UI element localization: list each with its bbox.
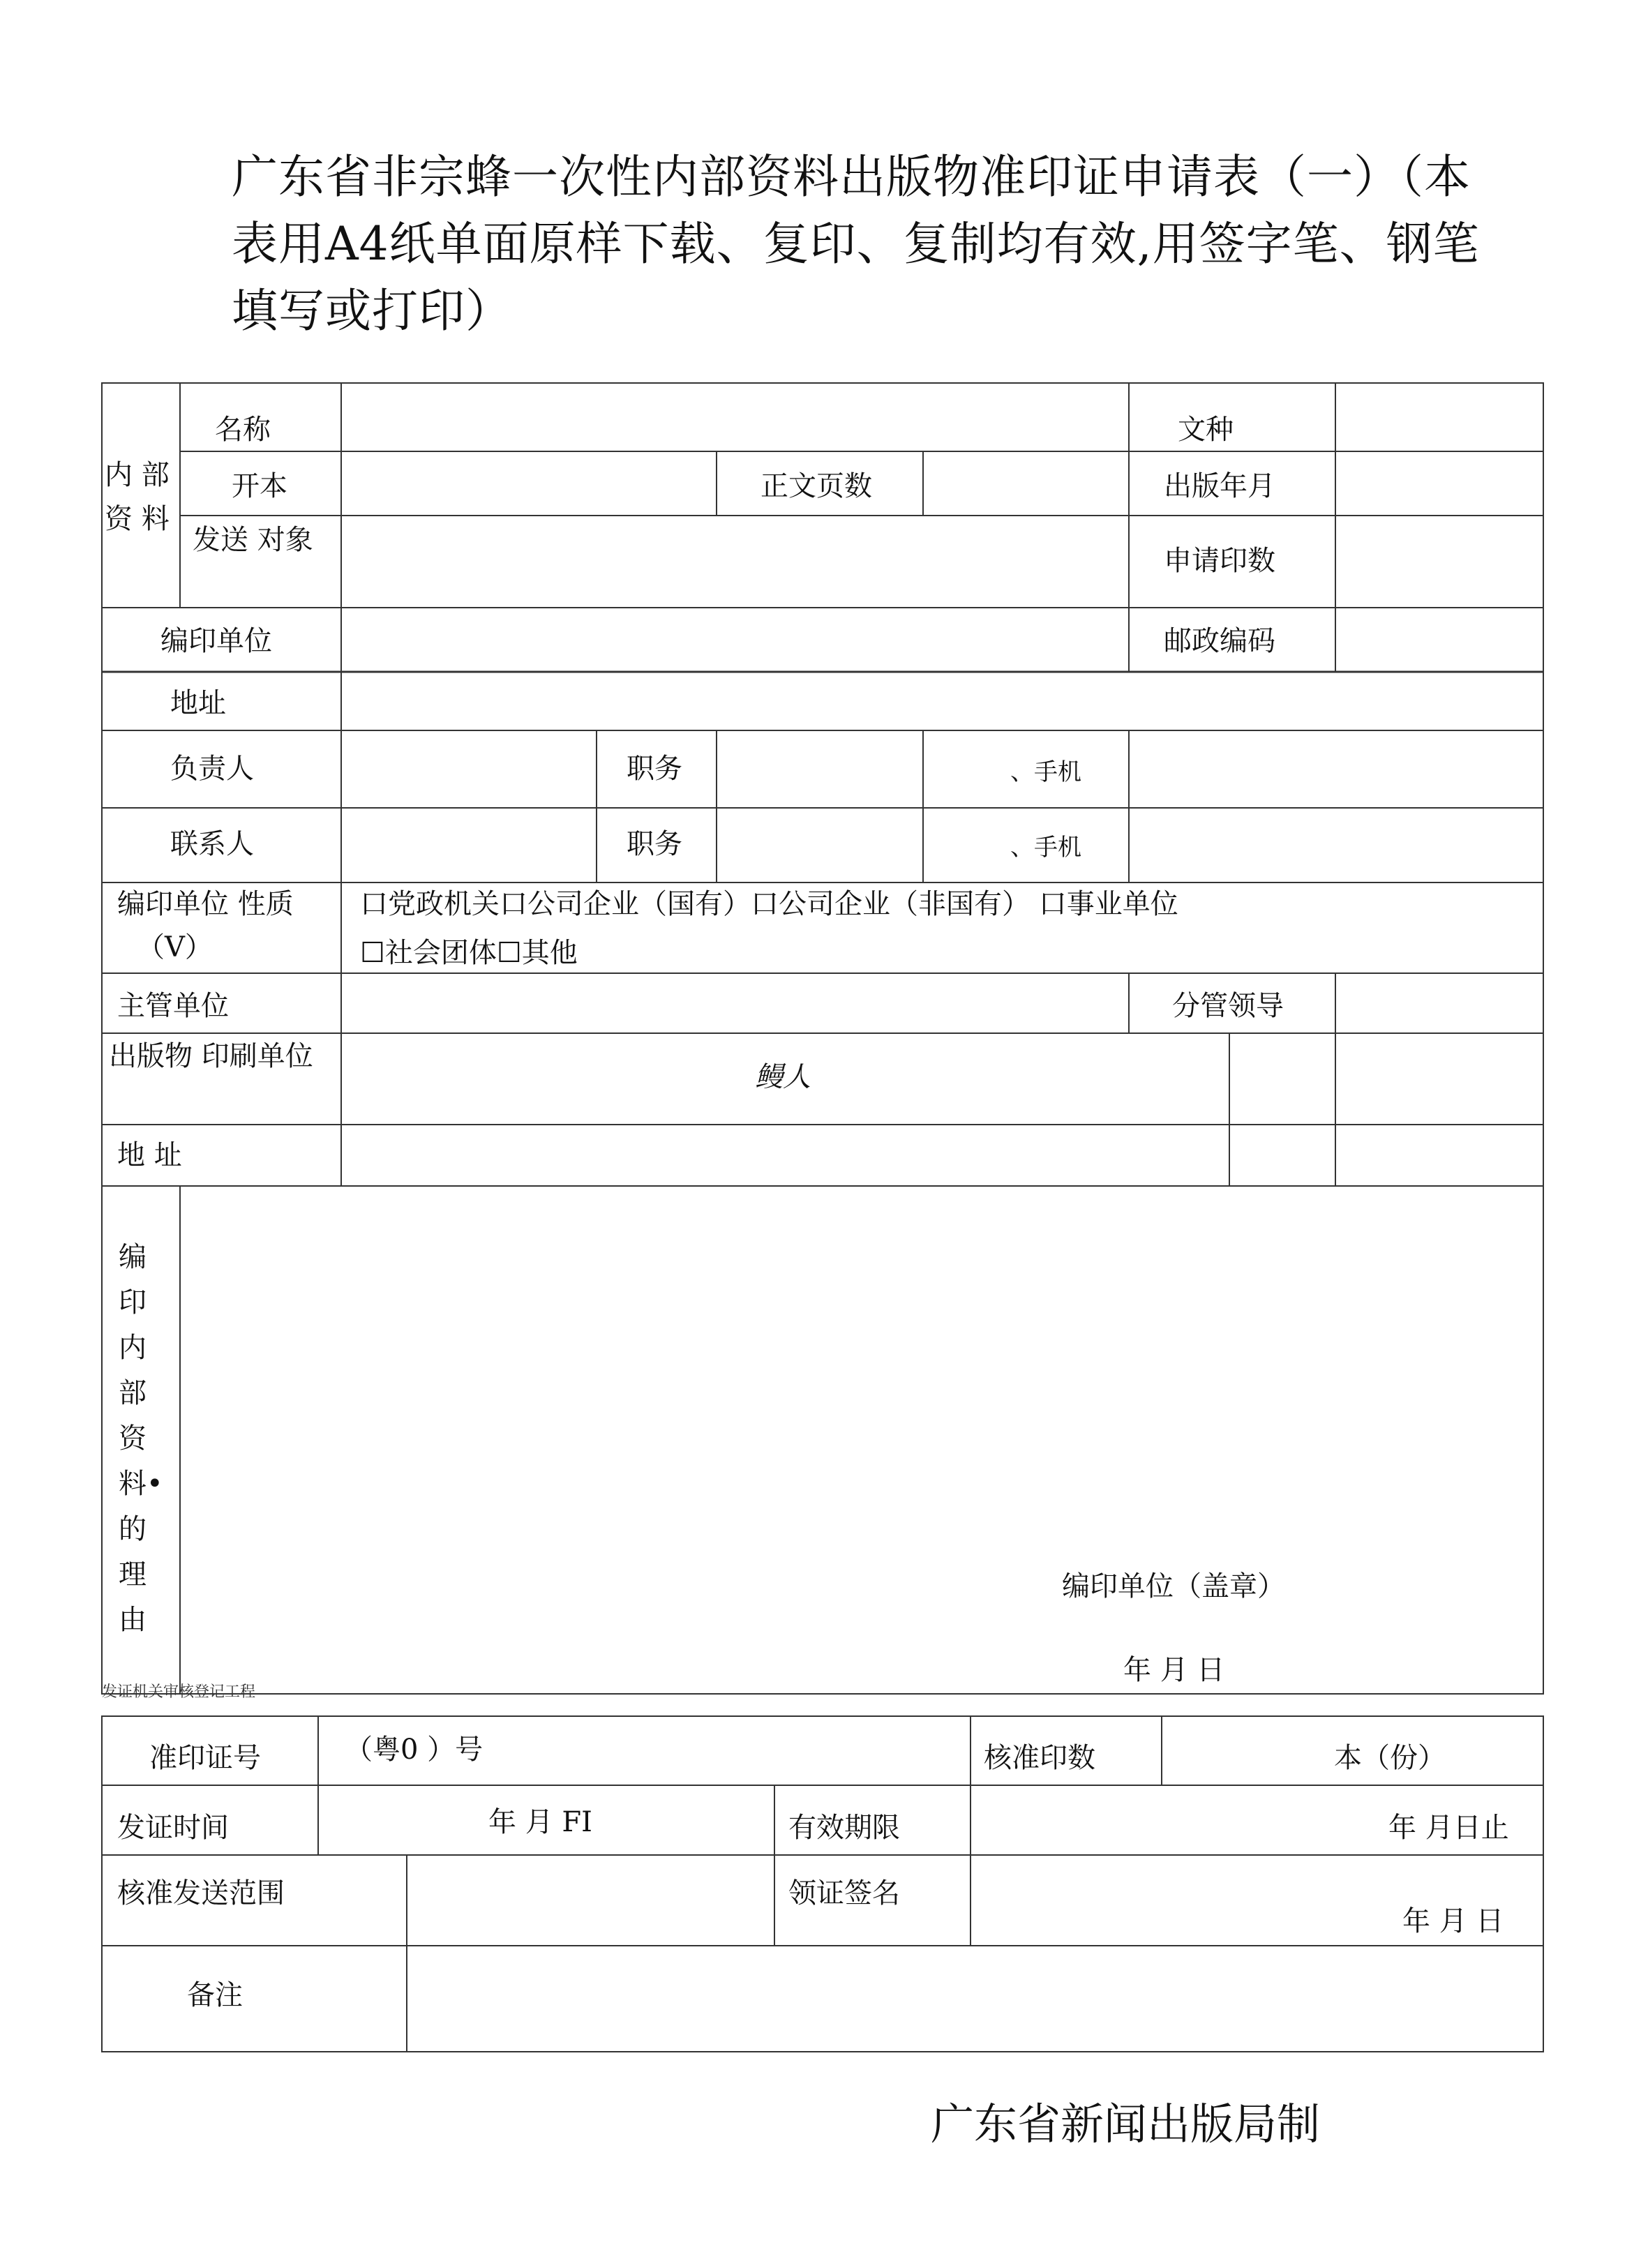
label-doc-type: 文种 (1178, 414, 1234, 446)
label-position-2: 职务 (627, 828, 682, 860)
label-name: 名称 (215, 414, 271, 446)
group-label-internal: 内 部 (105, 459, 170, 491)
label-leader: 分管领导 (1172, 990, 1284, 1022)
label-issue-date: 发证时间 (117, 1812, 229, 1844)
approved-qty-value: 本（份） (1334, 1742, 1446, 1774)
label-pub-date: 出版年月 (1164, 470, 1275, 502)
nature-options-row-2[interactable]: ☐社会团体☐其他 (360, 937, 578, 969)
label-contact: 联系人 (170, 828, 254, 860)
label-person-in-charge: 负责人 (170, 753, 254, 785)
label-valid-period: 有效期限 (788, 1812, 900, 1844)
label-approved-qty: 核准印数 (984, 1742, 1095, 1774)
label-print-qty: 申请印数 (1164, 545, 1275, 577)
label-editor-unit: 编印单位 (160, 625, 272, 657)
label-position-1: 职务 (627, 753, 682, 785)
nature-options-row-1[interactable]: 口党政机关口公司企业（国有）口公司企业（非国有） 口事业单位 (360, 888, 1178, 920)
label-body-pages: 正文页数 (760, 470, 872, 502)
title-line-3: 填写或打印） (232, 284, 512, 338)
label-reason-vertical: 编 印 内 部 资 料• 的 理 由 (119, 1241, 163, 1636)
footer-publisher: 广东省新闻出版局制 (931, 2098, 1321, 2149)
label-date: 年 月 日 (1123, 1654, 1225, 1686)
label-printer: 出版物 印刷单位 (109, 1040, 313, 1072)
registry-note: 发证机关审核登记工程 (102, 1683, 256, 1701)
label-printer-address: 地 址 (117, 1139, 182, 1171)
signature-date: 年 月 日 (1402, 1905, 1504, 1937)
label-mobile-2: 、手机 (1010, 834, 1081, 862)
title-line-1: 广东省非宗蜂一次性内部资料出版物准印证申请表（一）（本 (232, 150, 1471, 204)
printer-value: 鳗人 (755, 1061, 811, 1093)
label-postcode: 邮政编码 (1164, 625, 1275, 657)
label-permit-no: 准印证号 (149, 1742, 261, 1774)
valid-period-value: 年 月日止 (1388, 1812, 1509, 1844)
label-scope: 核准发送范围 (117, 1877, 285, 1909)
label-supervisor: 主管单位 (117, 990, 229, 1022)
label-seal: 编印单位（盖章） (1062, 1570, 1285, 1602)
table1-border (102, 383, 1543, 1694)
label-nature: 编印单位 性质 (117, 888, 294, 920)
permit-no-value: （粤0 ）号 (345, 1734, 484, 1766)
label-address: 地址 (170, 687, 226, 719)
label-remarks: 备注 (187, 1979, 243, 2011)
label-send-to: 发送 对象 (193, 524, 313, 556)
group-label-materials: 资 料 (105, 503, 170, 535)
label-format: 开本 (232, 470, 287, 502)
nature-mark: （V） (137, 931, 213, 963)
label-mobile-1: 、手机 (1010, 758, 1081, 786)
label-signature: 领证签名 (788, 1877, 900, 1909)
title-line-2: 表用A4纸单面原样下载、复印、复制均有效,用签字笔、钢笔 (232, 217, 1480, 271)
issue-date-value: 年 月 FI (488, 1806, 592, 1838)
